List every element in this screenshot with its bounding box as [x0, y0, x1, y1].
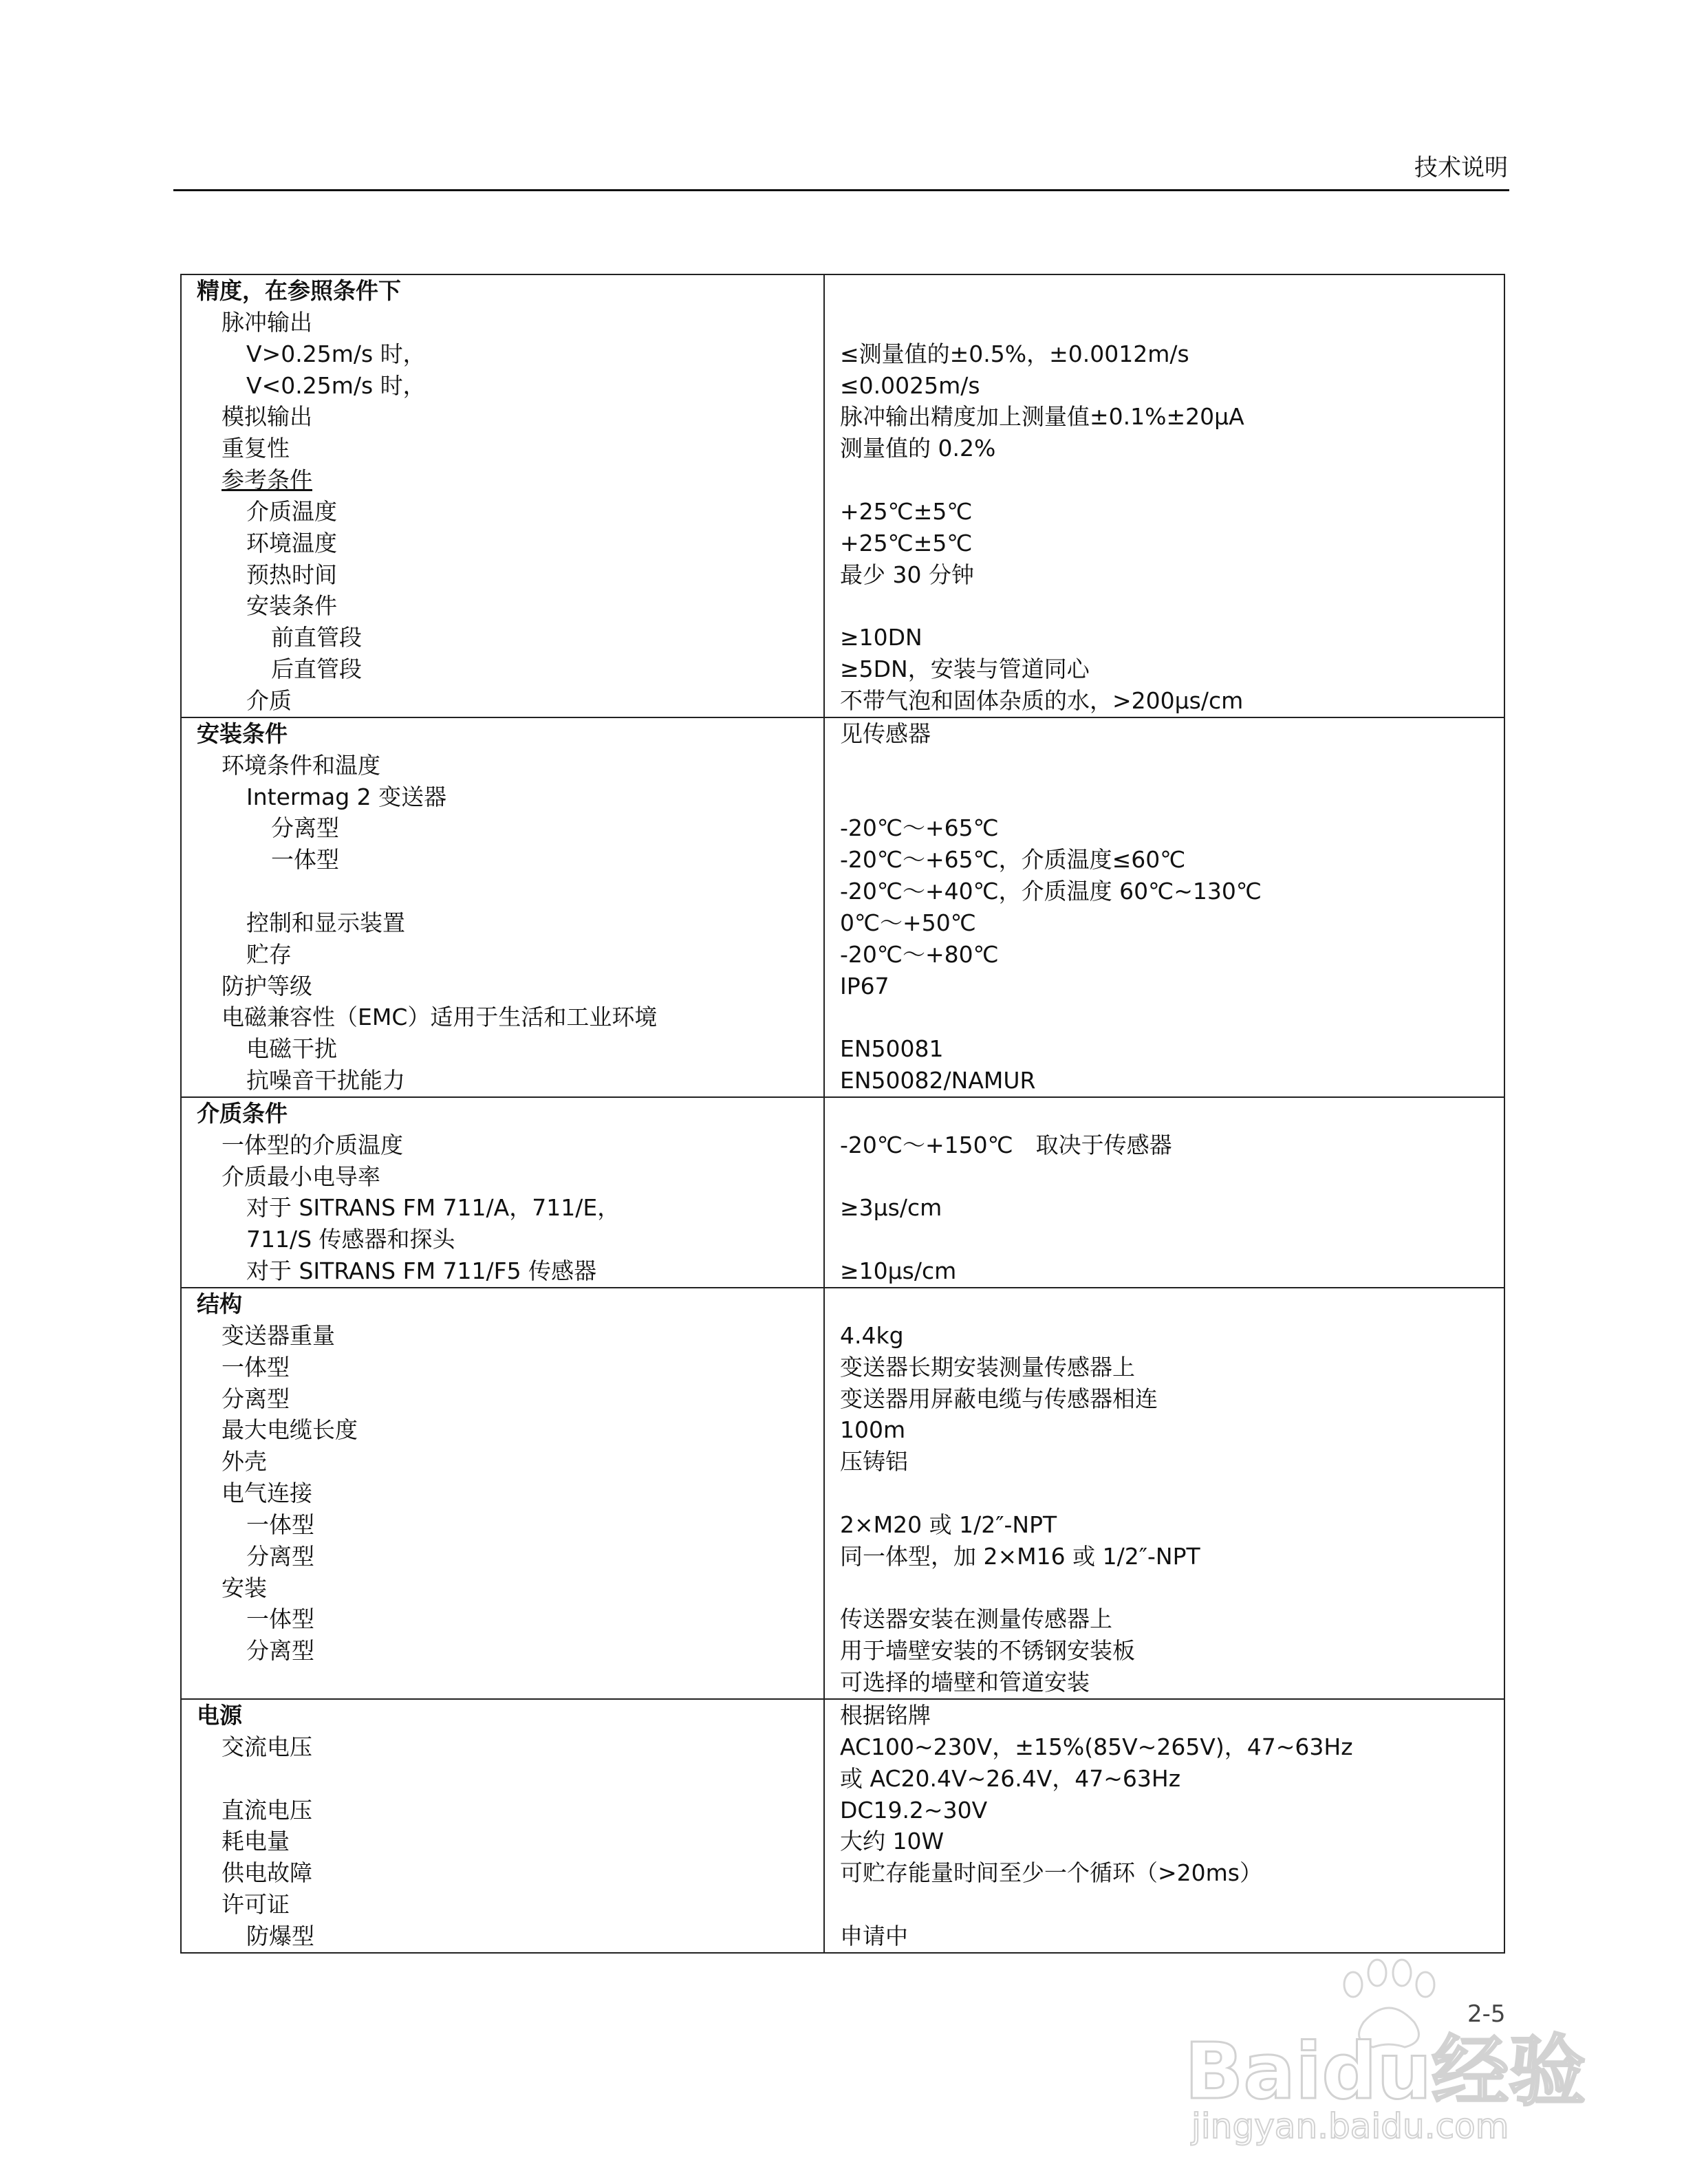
spec-label: V>0.25m/s 时， — [246, 340, 426, 367]
reference-conditions-label: 参考条件 — [222, 466, 312, 494]
spec-label: 控制和显示装置 — [246, 909, 405, 936]
spec-label: 防爆型 — [246, 1922, 314, 1949]
spec-value: 不带气泡和固体杂质的水，>200μs/cm — [840, 686, 1244, 714]
spec-value: ≤测量值的±0.5%，±0.0012m/s — [840, 340, 1189, 367]
section-values — [824, 1699, 1504, 1953]
spec-label: 分离型 — [222, 1385, 290, 1412]
spec-value: ≥10μs/cm — [840, 1257, 957, 1285]
section-labels — [181, 274, 824, 717]
spec-value: 4.4kg — [840, 1321, 904, 1349]
section-construction — [181, 1288, 1504, 1699]
spec-value: 用于墙壁安装的不锈钢安装板 — [840, 1637, 1135, 1665]
section-accuracy — [181, 274, 1504, 717]
spec-label: 电磁兼容性（EMC）适用于生活和工业环境 — [222, 1004, 658, 1031]
spec-value: 2×M20 或 1/2″-NPT — [840, 1511, 1057, 1538]
spec-table — [180, 274, 1505, 1954]
spec-label: 供电故障 — [222, 1859, 312, 1887]
spec-label: 对于 SITRANS FM 711/F5 传感器 — [246, 1257, 597, 1285]
spec-value: 脉冲输出精度加上测量值±0.1%±20μA — [840, 403, 1244, 431]
spec-value: ≥3μs/cm — [840, 1194, 942, 1222]
spec-label: V<0.25m/s 时， — [246, 371, 426, 399]
spec-label: 防护等级 — [222, 972, 312, 999]
spec-label: 分离型 — [246, 1637, 314, 1665]
section-labels — [181, 717, 824, 1097]
spec-value: ≥5DN，安装与管道同心 — [840, 656, 1090, 683]
spec-value: IP67 — [840, 972, 889, 999]
spec-value: 传送器安装在测量传感器上 — [840, 1605, 1112, 1633]
spec-value: 或 AC20.4V~26.4V，47~63Hz — [840, 1764, 1181, 1792]
spec-label: 交流电压 — [222, 1733, 312, 1760]
spec-label: 电磁干扰 — [246, 1035, 337, 1063]
section-values — [824, 1288, 1504, 1699]
spec-value: 可贮存能量时间至少一个循环（>20ms） — [840, 1859, 1262, 1887]
section-values — [824, 717, 1504, 1097]
spec-label: 一体型 — [222, 1353, 290, 1381]
spec-label: 贮存 — [246, 940, 292, 968]
section-labels — [181, 1288, 824, 1699]
spec-value: ≥10DN — [840, 624, 922, 651]
spec-value: +25℃±5℃ — [840, 497, 973, 525]
spec-value: -20℃～+80℃ — [840, 940, 999, 968]
spec-value: 大约 10W — [840, 1828, 944, 1855]
watermark-brand: Baidu经验 — [1185, 2027, 1586, 2117]
spec-label: 预热时间 — [246, 561, 337, 588]
page-number: 2-5 — [1467, 2000, 1506, 2028]
spec-label: 电气连接 — [222, 1480, 312, 1507]
spec-label: 前直管段 — [271, 624, 362, 651]
spec-value: 变送器用屏蔽电缆与传感器相连 — [840, 1385, 1158, 1412]
spec-value: -20℃～+150℃ 取决于传感器 — [840, 1131, 1172, 1158]
section-medium — [181, 1097, 1504, 1288]
spec-label: 介质最小电导率 — [222, 1163, 380, 1190]
spec-label: 最大电缆长度 — [222, 1416, 358, 1444]
watermark-url: jingyan.baidu.com — [1191, 2106, 1509, 2146]
spec-value: -20℃～+65℃，介质温度≤60℃ — [840, 846, 1186, 874]
spec-label-underlined — [182, 464, 823, 496]
spec-label: 变送器重量 — [222, 1321, 335, 1349]
spec-value: 测量值的 0.2% — [840, 435, 996, 462]
spec-value: 同一体型，加 2×M16 或 1/2″-NPT — [840, 1542, 1200, 1570]
spec-label: 耗电量 — [222, 1828, 290, 1855]
section-heading: 精度，在参照条件下 — [197, 277, 401, 304]
spec-value: 根据铭牌 — [840, 1701, 931, 1729]
spec-label: 环境条件和温度 — [222, 751, 380, 779]
section-installation — [181, 717, 1504, 1097]
spec-label: 分离型 — [271, 814, 339, 842]
spec-value: ≤0.0025m/s — [840, 371, 980, 399]
section-heading: 介质条件 — [197, 1099, 288, 1127]
spec-label: 介质温度 — [246, 497, 337, 525]
section-values — [824, 1097, 1504, 1288]
spec-value: 变送器长期安装测量传感器上 — [840, 1353, 1135, 1381]
spec-label: 模拟输出 — [222, 403, 312, 431]
spec-label: 外壳 — [222, 1448, 267, 1475]
section-heading: 安装条件 — [197, 720, 288, 747]
spec-label: 对于 SITRANS FM 711/A，711/E， — [246, 1194, 620, 1222]
spec-value: 最少 30 分钟 — [840, 561, 974, 588]
spec-label: 安装条件 — [246, 592, 337, 620]
spec-value: 100m — [840, 1416, 906, 1444]
baidu-watermark-logo — [1178, 1919, 1604, 2146]
spec-value: +25℃±5℃ — [840, 529, 973, 556]
section-labels — [181, 1699, 824, 1953]
spec-label: 安装 — [222, 1574, 267, 1601]
section-power — [181, 1699, 1504, 1953]
spec-value: DC19.2~30V — [840, 1796, 988, 1824]
spec-label: 许可证 — [222, 1891, 290, 1918]
spec-value: -20℃～+40℃，介质温度 60℃~130℃ — [840, 878, 1262, 905]
spec-value: EN50081 — [840, 1035, 944, 1063]
spec-value: AC100~230V，±15%(85V~265V)，47~63Hz — [840, 1733, 1353, 1760]
spec-value: 申请中 — [840, 1922, 908, 1949]
spec-label: 一体型 — [271, 846, 339, 874]
spec-value: 0℃～+50℃ — [840, 909, 976, 936]
spec-label: 脉冲输出 — [222, 308, 312, 336]
spec-value: 见传感器 — [840, 720, 931, 747]
header-rule — [173, 189, 1509, 191]
spec-label: 一体型 — [246, 1511, 314, 1538]
spec-value: 可选择的墙壁和管道安装 — [840, 1669, 1090, 1696]
header-title: 技术说明 — [1414, 154, 1508, 182]
spec-label: 介质 — [246, 686, 292, 714]
section-heading: 电源 — [197, 1701, 242, 1729]
spec-label: 抗噪音干扰能力 — [246, 1067, 405, 1094]
spec-label: 711/S 传感器和探头 — [246, 1226, 455, 1253]
spec-label: 直流电压 — [222, 1796, 312, 1824]
spec-value: 压铸铝 — [840, 1448, 908, 1475]
spec-value: -20℃～+65℃ — [840, 814, 999, 842]
spec-label: 分离型 — [246, 1542, 314, 1570]
spec-label: Intermag 2 变送器 — [246, 783, 447, 810]
spec-label: 重复性 — [222, 435, 290, 462]
spec-label: 一体型的介质温度 — [222, 1131, 403, 1158]
spec-label: 一体型 — [246, 1605, 314, 1633]
spec-label: 环境温度 — [246, 529, 337, 556]
section-heading: 结构 — [197, 1290, 242, 1317]
spec-label: 后直管段 — [271, 656, 362, 683]
section-labels — [181, 1097, 824, 1288]
spec-value: EN50082/NAMUR — [840, 1067, 1036, 1094]
section-values — [824, 274, 1504, 717]
